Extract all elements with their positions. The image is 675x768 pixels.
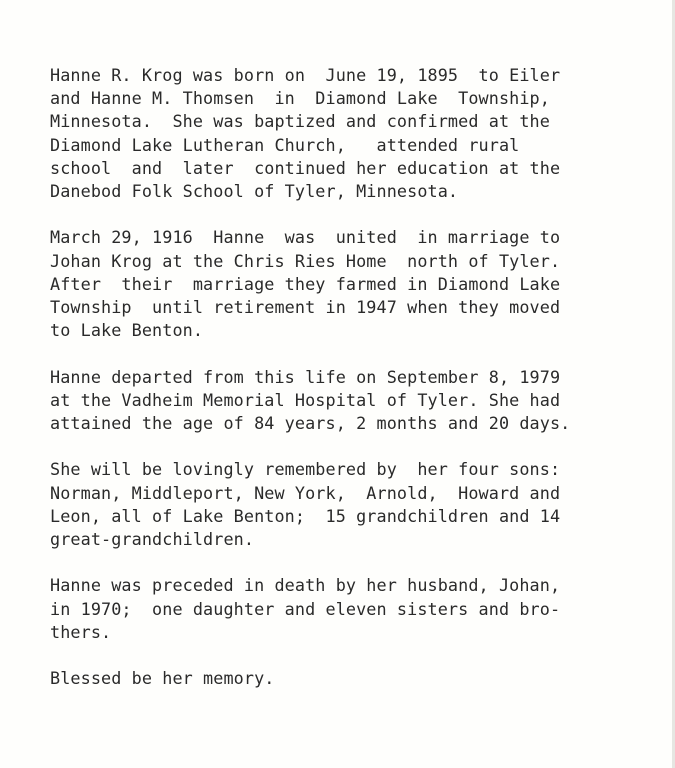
- text-line: She will be lovingly remembered by her four sons:: [50, 459, 561, 480]
- text-line: Danebod Folk School of Tyler, Minnesota.: [50, 181, 459, 202]
- obituary-text: [50, 64, 630, 714]
- text-line: thers.: [50, 621, 112, 642]
- text-line: school and later continued her education at the: [50, 157, 561, 178]
- text-line: at the Vadheim Memorial Hospital of Tyler. She had: [50, 389, 561, 410]
- text-line: Minnesota. She was baptized and confirmed at the: [50, 111, 550, 132]
- text-line: to Lake Benton.: [50, 320, 204, 341]
- paragraph-preceded: [50, 574, 630, 644]
- paragraph-marriage: [50, 226, 630, 342]
- text-line: Township until retirement in 1947 when they moved: [50, 297, 561, 318]
- paragraph-birth: [50, 64, 630, 203]
- paragraph-survivors: [50, 458, 630, 551]
- text-line: Johan Krog at the Chris Ries Home north of Tyler.: [50, 250, 561, 271]
- text-line: Hanne was preceded in death by her husband, Johan,: [50, 575, 561, 596]
- text-line: After their marriage they farmed in Diamond Lake: [50, 273, 561, 294]
- text-line: attained the age of 84 years, 2 months and 20 days.: [50, 413, 571, 434]
- text-line: Norman, Middleport, New York, Arnold, Howard and: [50, 482, 561, 503]
- text-line: and Hanne M. Thomsen in Diamond Lake Township,: [50, 88, 550, 109]
- text-line: Hanne departed from this life on September 8, 1979: [50, 366, 561, 387]
- text-line: great-grandchildren.: [50, 529, 255, 550]
- text-line: Diamond Lake Lutheran Church, attended rural: [50, 134, 520, 155]
- text-line: Hanne R. Krog was born on June 19, 1895 to Eiler: [50, 65, 561, 85]
- text-line: Blessed be her memory.: [50, 668, 275, 689]
- paragraph-closing: [50, 667, 630, 690]
- paragraph-death: [50, 366, 630, 436]
- text-line: March 29, 1916 Hanne was united in marriage to: [50, 227, 561, 248]
- text-line: Leon, all of Lake Benton; 15 grandchildren and 14: [50, 505, 561, 526]
- text-line: in 1970; one daughter and eleven sisters and bro-: [50, 598, 561, 619]
